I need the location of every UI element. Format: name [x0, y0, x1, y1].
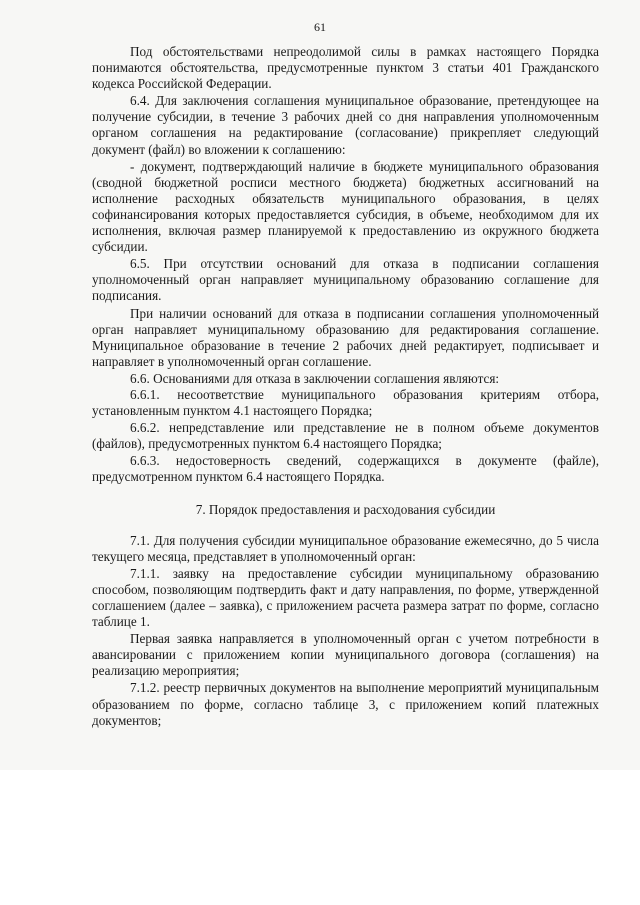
section-heading: 7. Порядок предоставления и расходования субсидии [195, 501, 496, 517]
paragraph-6-5: 6.5. При отсутствии оснований для отказа в подписании соглашения уполномоченный орган направляет муниципальному образованию соглашение для подписания. [92, 256, 599, 304]
document-body [92, 44, 599, 729]
page-number: 61 [314, 20, 326, 34]
paragraph-force-majeure: Под обстоятельствами непреодолимой силы в рамках настоящего Порядка понимаются обстоятельства, предусмотренные пунктом 3 статьи 401 Гражданского кодекса Российской Федерации. [92, 44, 599, 92]
paragraph-6-6: 6.6. Основаниями для отказа в заключении соглашения являются: [130, 370, 500, 386]
paragraph-7-1-2: 7.1.2. реестр первичных документов на выполнение мероприятий муниципальным образованием по форме, согласно таблице 3, с приложением копий платежных документов; [92, 680, 599, 728]
paragraph-first-application: Первая заявка направляется в уполномоченный орган с учетом потребности в авансировании с приложением копии муниципального договора (соглашения) на реализацию мероприятия; [92, 631, 599, 679]
paragraph-budget-document: - документ, подтверждающий наличие в бюджете муниципального образования (сводной бюджетной росписи местного бюджета) бюджетных ассигнований на исполнение расходных обязательств муниципального образования, в целях софинансирования которых предоставляется субсидия, в объеме, необходимом для их исполнения, включая размер планируемой к предоставлению из окружного бюджета субсидии. [92, 158, 599, 255]
paragraph-6-6-2: 6.6.2. непредставление или представление не в полном объеме документов (файлов), предусмотренных пунктом 6.4 настоящего Порядка; [92, 420, 599, 452]
paragraph-7-1-1: 7.1.1. заявку на предоставление субсидии муниципальному образованию способом, позволяющим подтвердить факт и дату направления, по форме, утвержденной соглашением (далее – заявка), с приложением расчета размера затрат по форме, согласно таблице 1. [92, 565, 599, 630]
paragraph-6-6-1: 6.6.1. несоответствие муниципального образования критериям отбора, установленным пунктом 4.1 настоящего Порядка; [92, 386, 599, 419]
paragraph-6-6-3: 6.6.3. недостоверность сведений, содержащихся в документе (файле), предусмотренном пунктом 6.4 настоящего Порядка. [92, 453, 599, 485]
paragraph-6-4: 6.4. Для заключения соглашения муниципальное образование, претендующее на получение субсидии, в течение 3 рабочих дней со дня направления уполномоченным органом соглашения на редактирование (согласование) прикрепляет следующий документ (файл) во вложении к соглашению: [92, 93, 599, 157]
paragraph-refusal-grounds-present: При наличии оснований для отказа в подписании соглашения уполномоченный орган направляет муниципальному образованию для редактирования соглашение. Муниципальное образование в течение 2 рабочих дней редактирует, подписывает и направляет в уполномоченный орган соглашение. [92, 305, 599, 369]
paragraph-7-1: 7.1. Для получения субсидии муниципальное образование ежемесячно, до 5 числа текущего месяца, представляет в уполномоченный орган: [92, 532, 599, 564]
